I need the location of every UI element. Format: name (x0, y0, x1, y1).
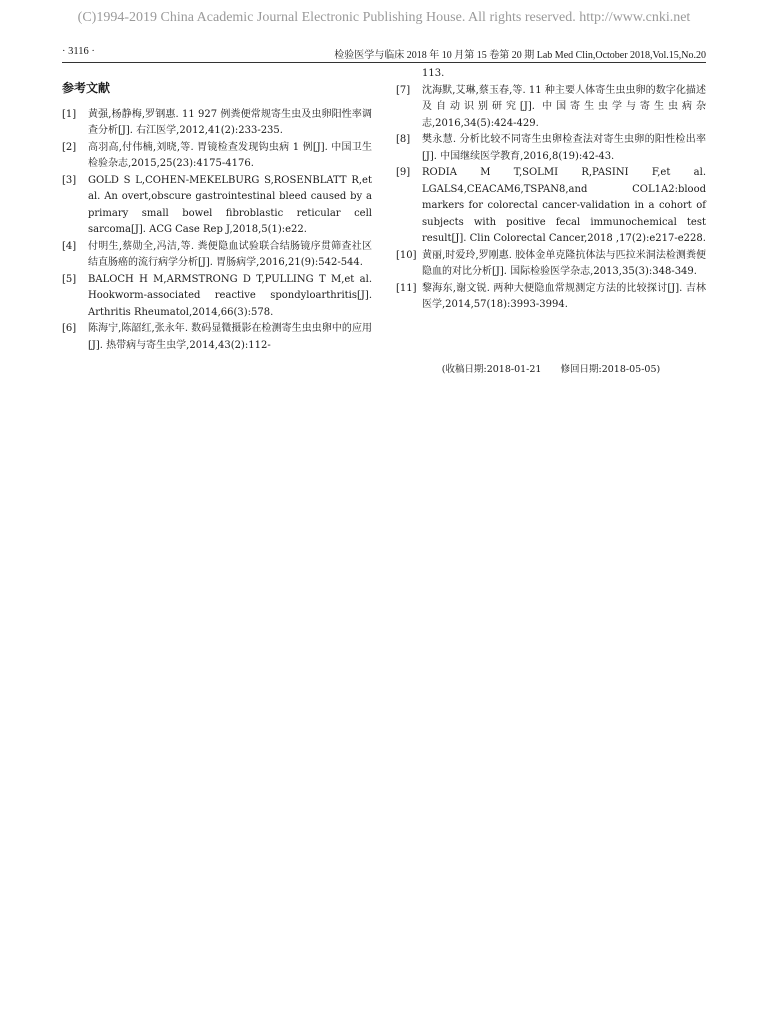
reference-number: [9] (396, 167, 411, 178)
right-column (396, 66, 706, 314)
reference-item (396, 165, 706, 248)
reference-item (396, 248, 706, 281)
reference-text: 黄丽,时爱玲,罗刚惠. 胶体金单克隆抗体法与匹拉米洞法检测粪便隐血的对比分析[J]. 国际检验医学杂志,2013,35(3):348-349. (422, 249, 706, 277)
reference-number: [8] (396, 134, 411, 145)
section-title: 参考文献 (62, 81, 111, 95)
reference-list-right (396, 83, 706, 314)
reference-number: [4] (62, 240, 77, 252)
reference-item (396, 132, 706, 165)
reference-number: [11] (396, 282, 417, 294)
reference-item (396, 83, 706, 133)
reference-item (62, 107, 372, 140)
reference-text: 樊永慧. 分析比较不同寄生虫卵检查法对寄生虫卵的阳性检出率[J]. 中国继续医学教育,2016,8(19):42-43. (422, 134, 706, 162)
reference-number: [2] (62, 141, 77, 153)
reference-text: 付明生,蔡勋全,冯洁,等. 粪便隐血试验联合结肠镜序贯筛查社区结直肠癌的流行病学分析[J]. 胃肠病学,2016,21(9):542-544. (88, 240, 372, 268)
reference-item (396, 281, 706, 314)
reference-continuation: 113. (422, 68, 445, 79)
reference-text: GOLD S L,COHEN-MEKELBURG S,ROSENBLATT R,et al. An overt,obscure gastrointestinal bleed caused by a primary small bowel fibroblastic reticular cell sarcoma[J]. ACG Case Rep J,2018,5(1):e22. (88, 174, 372, 235)
reference-text: 高羽高,付伟楠,刘晓,等. 胃镜检查发现钩虫病 1 例[J]. 中国卫生检验杂志,2015,25(23):4175-4176. (88, 141, 372, 169)
copyright-watermark: (C)1994-2019 China Academic Journal Electronic Publishing House. All rights reserved. http://www.cnki.net (77, 10, 691, 25)
reference-item (62, 140, 372, 173)
reference-text: 陈海宁,陈韶红,张永年. 数码显微摄影在检测寄生虫虫卵中的应用[J]. 热带病与寄生虫学,2014,43(2):112- (88, 323, 372, 351)
reference-item (62, 272, 372, 322)
revised-date: 修回日期:2018-05-05) (560, 364, 661, 375)
reference-number: [6] (62, 323, 77, 334)
reference-item (62, 239, 372, 272)
reference-number: [3] (62, 174, 77, 186)
reference-number: [10] (396, 249, 417, 261)
reference-number: [7] (396, 84, 411, 96)
received-date: (收稿日期:2018-01-21 (441, 364, 542, 375)
journal-citation: 检验医学与临床 2018 年 10 月第 15 卷第 20 期 Lab Med Clin,October 2018,Vol.15,No.20 (334, 50, 706, 61)
left-column (62, 78, 372, 354)
reference-text: RODIA M T,SOLMI R,PASINI F,et al. LGALS4,CEACAM6,TSPAN8,and COL1A2:blood markers for colorectal cancer-validation in a cohort of subjects with positive fecal immunochemical test result[J]. Clin Colorectal Cancer,2018 ,17(2):e217-e228. (422, 167, 706, 244)
reference-item (62, 321, 372, 354)
reference-number: [5] (62, 273, 77, 285)
page-number: · 3116 · (62, 46, 95, 57)
reference-number: [1] (62, 108, 77, 120)
reference-text: 沈海默,艾琳,蔡玉春,等. 11 种主要人体寄生虫虫卵的数字化描述及自动识别研究[J]. 中国寄生虫学与寄生虫病杂志,2016,34(5):424-429. (422, 84, 706, 129)
reference-item (62, 173, 372, 239)
reference-list-left (62, 107, 372, 355)
reference-text: 黄强,杨静梅,罗钢惠. 11 927 例粪便常规寄生虫及虫卵阳性率调查分析[J]. 右江医学,2012,41(2):233-235. (88, 108, 372, 136)
manuscript-dates (396, 361, 706, 375)
reference-text: BALOCH H M,ARMSTRONG D T,PULLING T M,et al. Hookworm-associated reactive spondyloarthritis[J]. Arthritis Rheumatol,2014,66(3):578. (88, 273, 372, 318)
reference-text: 黎海东,谢文锐. 两种大便隐血常规测定方法的比较探讨[J]. 吉林医学,2014,57(18):3993-3994. (422, 282, 706, 310)
running-header (62, 44, 706, 63)
